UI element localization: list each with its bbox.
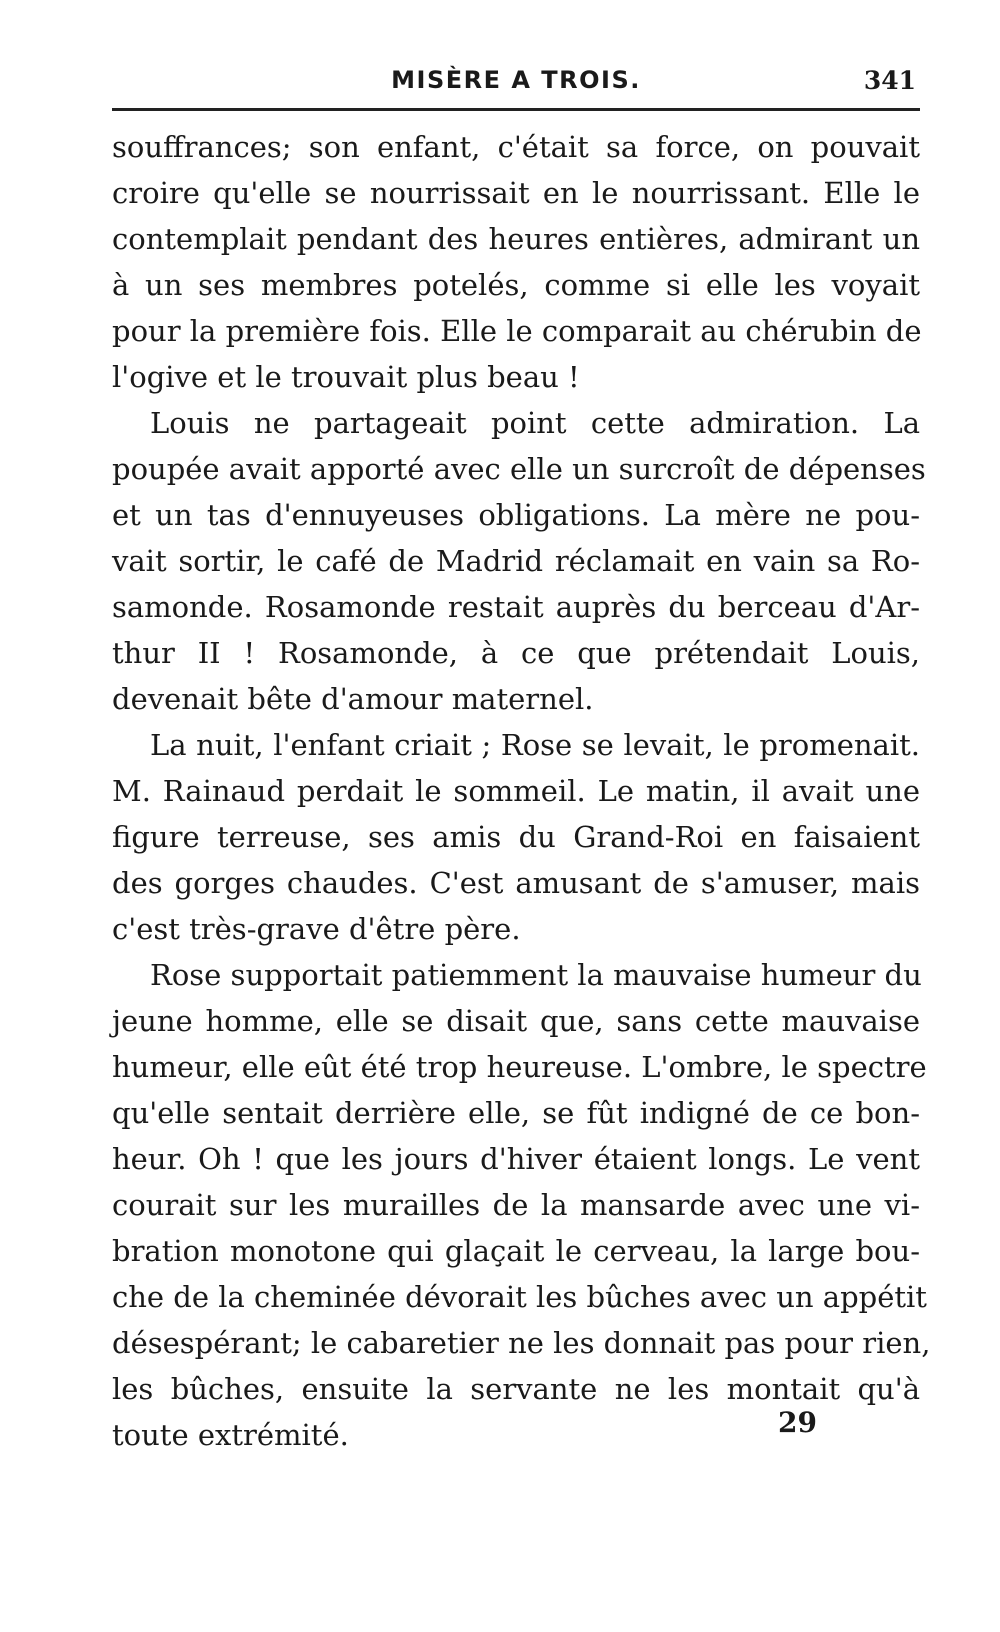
text-line: les bûches, ensuite la servante ne les montait qu'à	[112, 1372, 920, 1406]
text-line: thur II ! Rosamonde, à ce que prétendait Louis,	[112, 636, 920, 670]
text-line: toute extrémité.	[112, 1418, 349, 1452]
text-line: figure terreuse, ses amis du Grand-Roi en faisaient	[112, 820, 920, 854]
text-line: qu'elle sentait derrière elle, se fût indigné de ce bon-	[112, 1096, 920, 1130]
text-line: bration monotone qui glaçait le cerveau, la large bou-	[112, 1234, 920, 1268]
text-line: désespérant; le cabaretier ne les donnait pas pour rien,	[112, 1326, 931, 1360]
text-line: M. Rainaud perdait le sommeil. Le matin, il avait une	[112, 774, 920, 808]
text-line: c'est très-grave d'être père.	[112, 912, 521, 946]
body-text	[112, 124, 931, 1458]
text-line: courait sur les murailles de la mansarde avec une vi-	[112, 1188, 920, 1222]
text-line: des gorges chaudes. C'est amusant de s'amuser, mais	[112, 866, 920, 900]
text-line: heur. Oh ! que les jours d'hiver étaient longs. Le vent	[112, 1142, 920, 1176]
text-line: et un tas d'ennuyeuses obligations. La mère ne pou-	[112, 498, 920, 532]
text-line: poupée avait apporté avec elle un surcroît de dépenses	[112, 452, 926, 486]
page-header	[112, 60, 920, 104]
signature-mark: 29	[778, 1406, 817, 1439]
running-title: MISÈRE A TROIS.	[391, 66, 641, 94]
text-line: jeune homme, elle se disait que, sans cette mauvaise	[112, 1004, 920, 1038]
page-number: 341	[863, 66, 916, 95]
text-line: pour la première fois. Elle le comparait au chérubin de	[112, 314, 922, 348]
text-line: souffrances; son enfant, c'était sa force, on pouvait	[112, 130, 920, 164]
text-line: contemplait pendant des heures entières, admirant un	[112, 222, 920, 256]
text-line: vait sortir, le café de Madrid réclamait en vain sa Ro-	[112, 544, 920, 578]
text-line: humeur, elle eût été trop heureuse. L'ombre, le spectre	[112, 1050, 927, 1084]
text-line: croire qu'elle se nourrissait en le nourrissant. Elle le	[112, 176, 920, 210]
text-line: devenait bête d'amour maternel.	[112, 682, 594, 716]
text-line: samonde. Rosamonde restait auprès du berceau d'Ar-	[112, 590, 920, 624]
text-line: che de la cheminée dévorait les bûches avec un appétit	[112, 1280, 927, 1314]
text-line: La nuit, l'enfant criait ; Rose se levait, le promenait.	[150, 728, 920, 762]
text-line: l'ogive et le trouvait plus beau !	[112, 360, 580, 394]
header-rule	[112, 108, 920, 111]
text-line: Louis ne partageait point cette admiration. La	[150, 406, 920, 440]
text-line: à un ses membres potelés, comme si elle les voyait	[112, 268, 920, 302]
text-line: Rose supportait patiemment la mauvaise humeur du	[150, 958, 922, 992]
